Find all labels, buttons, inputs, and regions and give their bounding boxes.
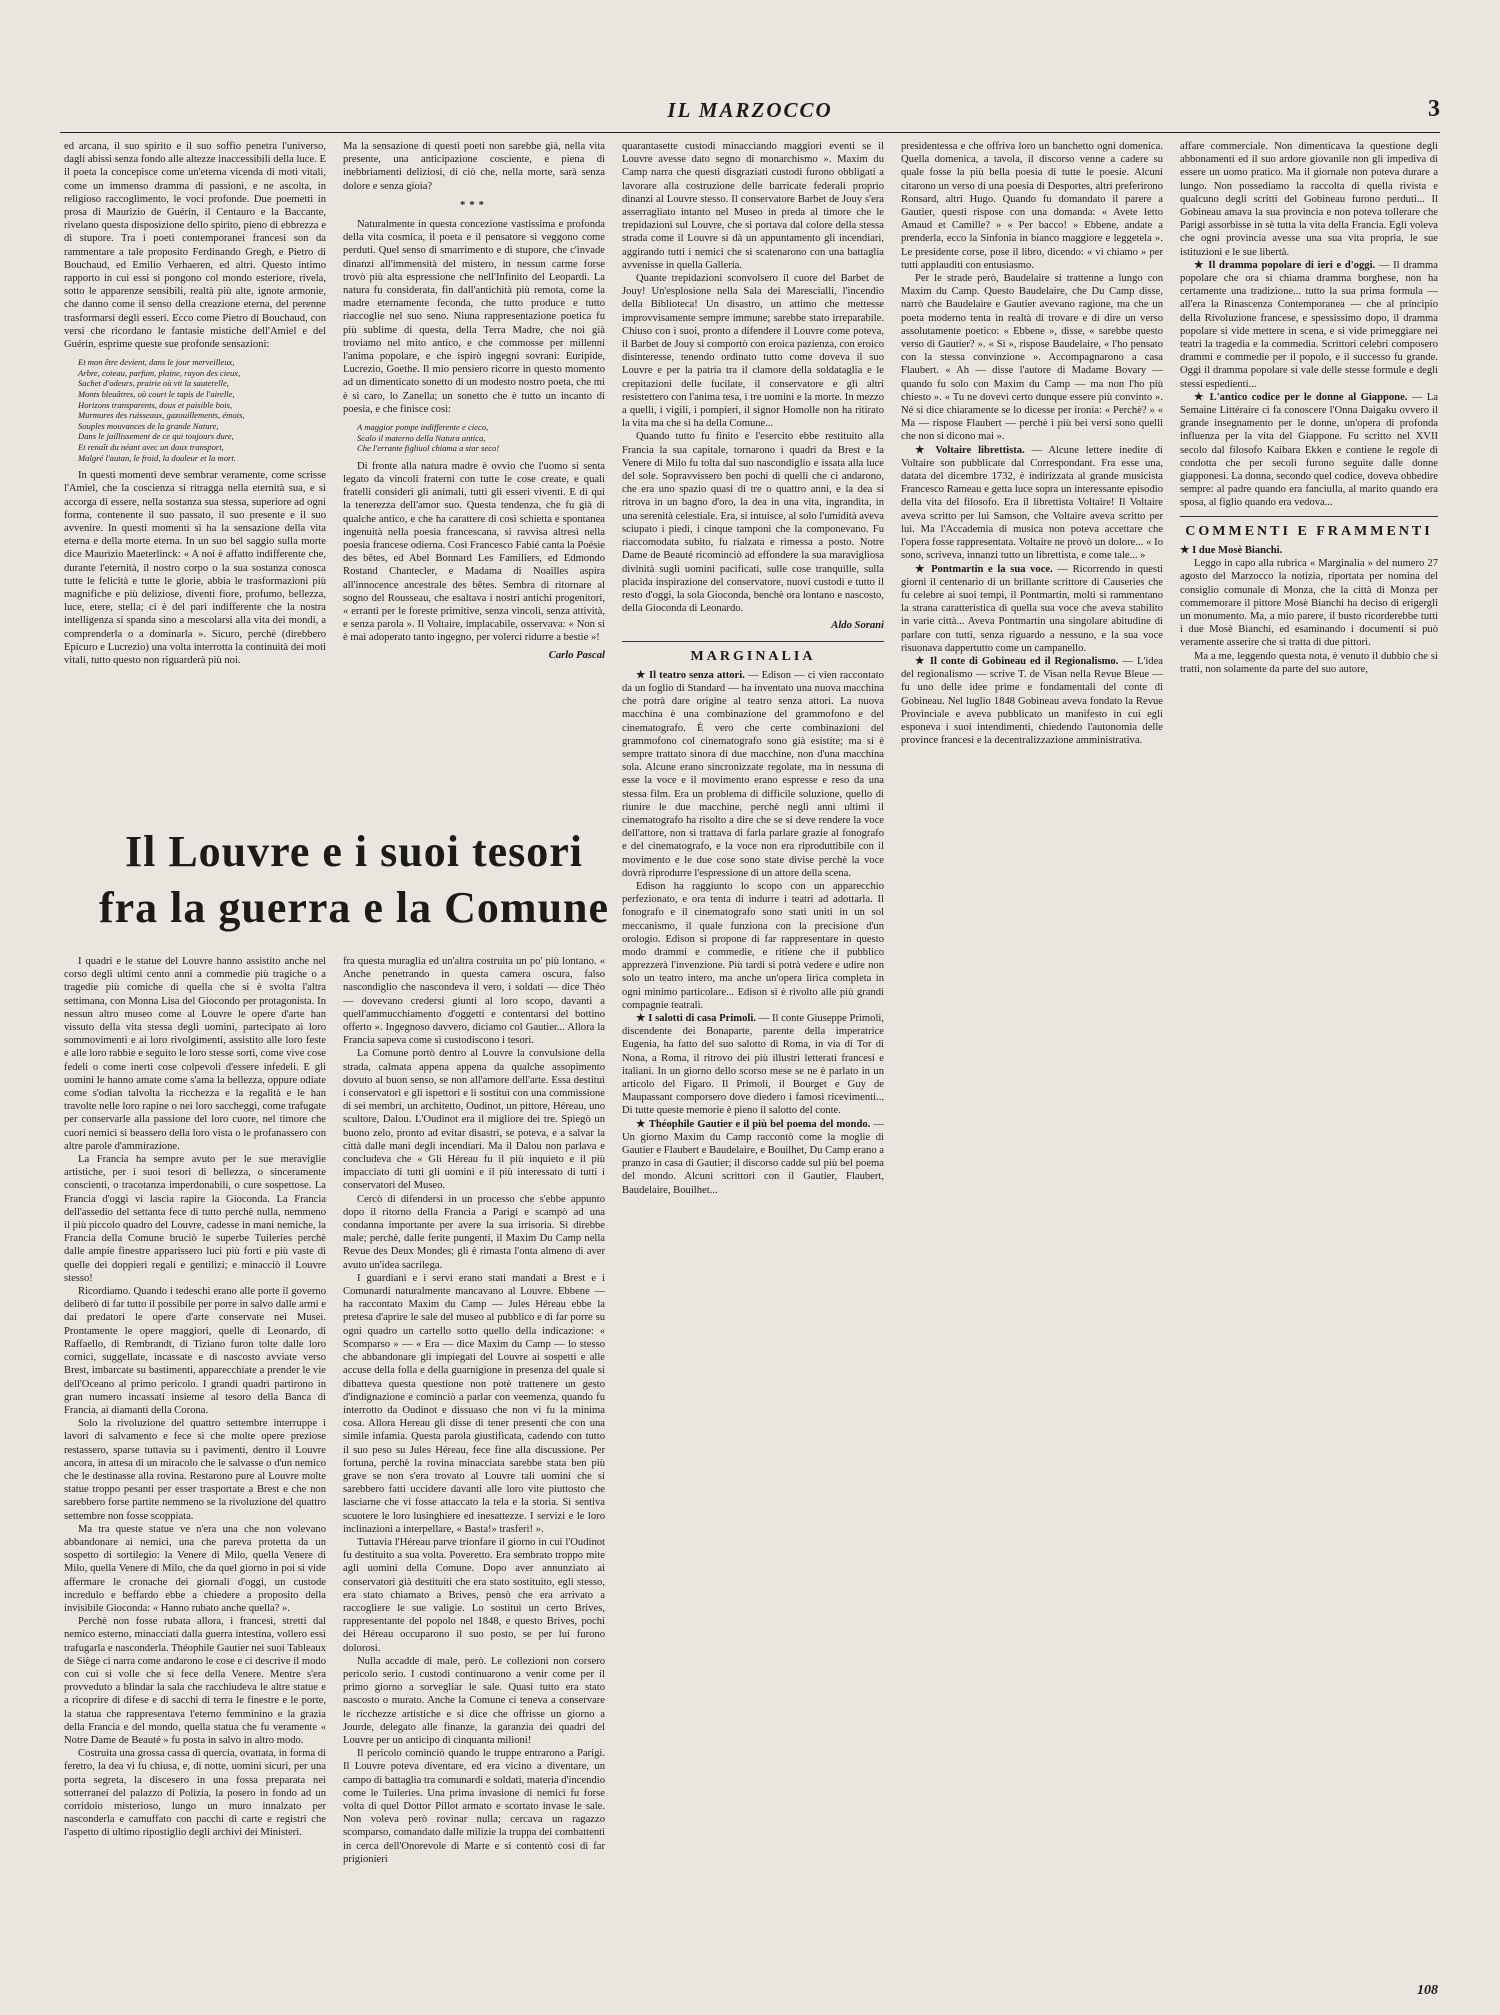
poem-line: Et mon être devient, dans le jour merveilleux, xyxy=(78,357,235,368)
paragraph: Ma tra queste statue ve n'era una che non volevano abbandonare ai nemici, una che pareva protetta da un sospetto di sortilegio: la Venere di Milo, quella Venere di Milo, quella Venere di Milo, che da quel giorno in poi si vide affermare le cronache dei giornali d'oggi, un custode incredulo e beffardo ebbe a chiedere a proposito della invisibile Gioconda: « Hanno rubato anche quella? ». xyxy=(64,1523,326,1614)
headline-line-2: fra la guerra e la Comune xyxy=(98,883,610,932)
masthead xyxy=(60,96,1440,133)
paragraph: Nulla accadde di male, però. Le collezioni non corsero pericolo serio. I custodi continuarono a venir come per il primo giorno a sorvegliar le sale. Quasi tutto era stato nascosto o murato. Anche la Comune ci teneva a conservare le ricchezze artistiche e si dice che offrisse un giorno a Jourde, delegato alle finanze, la garanzia dei quadri del Louvre per un anticipo di cinquanta milioni! xyxy=(343,1655,605,1746)
paragraph: Costruita una grossa cassa di quercia, ovattata, in forma di feretro, la dea vi fu chiusa, e, di notte, uomini sicuri, per una porta segreta, la discesero in una fossa preparata nei sotterranei del palazzo di Polizia, la posero in fondo ad un corridoio misterioso, lungo un muro innalzato per nasconderla e camuffato con pacchi di carte e registri che l'aspetto di ultimo ripostiglio degli archivi dei Ministeri. xyxy=(64,1748,326,1839)
page-footer-mark: 108 xyxy=(1417,1983,1438,1998)
poem-line: Et renaît du néant avec un doux transport, xyxy=(78,442,224,452)
poem-line: Dans le jaillissement de ce qui toujours dure, xyxy=(78,431,234,442)
poem-line: Che l'errante figliuol chiama a star seco! xyxy=(357,443,500,454)
paragraph: quarantasette custodi minacciando maggiori eventi se il Louvre avesse dato segno di monarchismo ». Maxim du Camp narra che questi disgraziati custodi furono obbligati a lavorare alla costruzione delle barricate federali proprio dinanzi al Louvre stesso. Il conservatore Barbet de Jouy s'era asserragliato intanto nel Museo in preda al timore che le trepidazioni sul Louvre, che si portava dal colore della stessa strada come il Louvre si dà un appuntamento gli incendiari, aggirando tutti i nemici che si scatenarono con una battaglia avvenisse in quella Galleria. xyxy=(622,141,884,271)
poem-line: Sachet d'odeurs, prairie où vit la sauterelle, xyxy=(78,378,229,389)
paragraph: Perchè non fosse rubata allora, i francesi, stretti dal nemico esterno, minacciati dalla guerra intestina, vollero essi trafugarla e nasconderla. Théophile Gautier nei suoi Tableaux de Siège ci narra come andarono le cose e ci descrive il modo con cui si volle che si fece della Venere. Mentre s'era provveduto a blindar la sala che racchiudeva le altre statue e a ricoprire di difese e di sacchi di terra le finestre e le porte, la statua che rappresentava l'eterno femminino e la grazia della Francia e del mondo, quella statua che fu veramente « Notre Dame de Beauté » fu posta in salvo in altro modo. xyxy=(64,1616,326,1746)
paragraph: Solo la rivoluzione del quattro settembre interruppe i lavori di salvamento e fece sì che molte opere preziose restassero, sparse tuttavia su i pavimenti, dentro il Louvre ancora, in attesa di un miracolo che le salvasse o d'un nemico che le destinasse alla rovina. Restarono pure al Louvre molte statue troppo pesanti per esser trasportate a Brest e che non sarebbero forse partite nemmeno se la rivoluzione del quattro settembre non fosse scoppiata. xyxy=(64,1418,326,1522)
french-poem xyxy=(78,357,326,463)
item-heading: ★ Voltaire librettista. xyxy=(915,445,1025,456)
item-text: — L'idea del regionalismo — scrive T. de Visan nella Revue Bleue — fu uno delle idee prime e fondamentali del conte di Gobineau. Nel luglio 1848 Gobineau aveva fondato la Revue Provinciale e aveva pubblicato un manifesto in cui egli esponeva i suoi intendimenti, chiedendo l'autonomia delle province francesi e la decentralizzazione amministrativa. xyxy=(901,655,1163,747)
paragraph: Ma a me, leggendo questa nota, è venuto il dubbio che si tratti, non solamente da parte del suo autore, xyxy=(1180,650,1438,675)
column-2-top xyxy=(343,140,605,820)
paragraph: I guardiani e i servi erano stati mandati a Brest e i Comunardi naturalmente mancavano al Louvre. Ebbene — ha raccontato Maxim du Camp — Jules Héreau ebbe la pretesa d'aprire le sale del museo al pubblico e di far porre su ogni quadro un cartello sotto quello della indicazione: « Scomparso » — « Era — dice Maxim du Camp — lo stesso che abbandonare gli impiegati del Louvre ai sospetti e alle accuse della folla e della guarnigione in presenza del quale si dibatteva questa questione non potè trattenere un gesto d'indignazione e cominciò a parlar con veemenza, quando fu interrotto da Oudinot e dissuaso che non vi fu la minima cosa. Allora Hereau gli disse di tener presenti che con una simile infamia. Questa parola giustificata, cadendo con tutto il suo peso su Jules Héreau, fece fine alla discussione. Per fortuna, perchè la rovina minacciata sarebbe stata ben più grave se non s'era trovato al Louvre tali uomini che si sarebbero fatti uccidere davanti alle loro vite piuttosto che lasciarne che vi fosse attaccato la tela e la storia. Si sentiva scuotere le loro lusinghiere ed inesattezze. I servizi e le loro inclinazioni a interpellare, « Basta!» trasferì! ». xyxy=(343,1272,605,1535)
item-heading: ★ Il conte di Gobineau ed il Regionalismo. xyxy=(915,656,1118,667)
article-headline xyxy=(64,824,644,936)
column-4 xyxy=(901,140,1163,1995)
paragraph: ed arcana, il suo spirito e il suo soffio penetra l'universo, dagli abissi senza fondo alle altezze inaccessibili della luce. E il poeta la concepisce come un'eterna vicenda di moti vitali, come un immenso dramma di passioni, e ne ascolta, in religioso raccoglimento, le voci profonde. Due poemetti in prosa di Maurizio de Guérin, il Centauro e la Baccante, rivelano questa disposizione dello spirito, pieno di ebbrezza e di stupore. Tra i poeti contemporanei francesi son da rammentare a tale proposito Ferdinando Gregh, e Pietro di Bouchaud, ed Emilio Verhaeren, ed altri. Questo intimo rapporto in cui essi si pongono col mondo esteriore, rivela, sotto le apparenze sensibili, realtà più alte, ignote armonie, che danno come il senso della creazione eterna, del perenne trasformarsi degli esseri. Ecco come Pietro di Bouchaud, con versi che ricordano le fantasie mistiche dell'Amiel e del Guérin, esprime queste sue profonde sensazioni: xyxy=(64,141,326,351)
poem-line: Arbre, coteau, parfum, plaine, rayon des cieux, xyxy=(78,367,241,378)
divider xyxy=(622,641,884,642)
paragraph: Per le strade però, Baudelaire si trattenne a lungo con Maxim du Camp. Questo Baudelaire, che Du Camp disse, narrò che Baudelaire e Gautier avevano ragione, ma che un poeta moderno tenta in realtà di trovare e di dire un verso assolutamente poetico: « Ebbene », disse, « sarebbe questo verso di Gautier? ». « Sì », rispose Baudelaire, « l'ho pensato con la stessa convinzione ». Accompagnarono a casa Flaubert. « Ah — disse l'autore di Madame Bovary — quando fu solo con Maxim du Camp — ma non l'ho più chiesto ». « Tu ne dovevi certo dunque essere più convinto ». Né si dice chiaramente se lo dicesse per ironia: « Perchè? » « Ma — rispose Flaubert — perchè i più bei versi sono quelli che non si dicono mai ». xyxy=(901,273,1163,443)
poem-line: Monts bleuâtres, où court le tapis de l'airelle, xyxy=(78,389,235,400)
poem-line: A maggior pompe indifferente e cieco, xyxy=(357,422,489,433)
paragraph: Ma la sensazione di questi poeti non sarebbe già, nella vita presente, una anticipazione cosciente, e piena di inebbriamenti deliziosi, di ciò che, nella morte, sarà senza dolore e senza gioia? xyxy=(343,141,605,192)
headline-line-1: Il Louvre e i suoi tesori xyxy=(124,827,584,876)
item-heading: ★ Il dramma popolare di ieri e d'oggi. xyxy=(1194,260,1375,271)
section-title-commenti: COMMENTI E FRAMMENTI xyxy=(1185,523,1433,539)
section-separator: *** xyxy=(460,199,488,211)
poem-line: Murmures des ruisseaux, gazouillements, émois, xyxy=(78,410,245,421)
paragraph: Ricordiamo. Quando i tedeschi erano alle porte il governo deliberò di far tutto il possibile per porre in salvo dalle armi e dai predatori le opere d'arte conservate nei Musei. Prontamente le opere maggiori, quelle di Leonardo, di Raffaello, di Rembrandt, di Tiziano furon tolte dalle loro cornici, suggellate, incassate e di nascosto avviate verso Brest, imbarcate su bastimenti, apparecchiate a prender le vie dell'Oceano al primo pericolo. I grandi quadri partirono in gran numero incassati insieme al tesoro della Banca di Francia, ai diamanti della Corona. xyxy=(64,1286,326,1416)
paragraph: fra questa muraglia ed un'altra costruita un po' più lontano. « Anche penetrando in questa camera oscura, falso nascondiglio che nascondeva il vero, i soldati — dice Théo — dovevano credersi giunti al loro scopo, davanti a quell'ammucchiamento d'oggetti e contentarsi del bottino offerto ». Ingegnoso davvero, diciamo col Gautier... Allora la Francia sapeva come si custodiscono i tesori. xyxy=(343,956,605,1047)
paragraph: Cercò di difendersi in un processo che s'ebbe appunto dopo il ritorno della Francia a Parigi e scampò ad una condanna importante per avere la sua irrisoria. Si direbbe male; perchè, dalle ferite pungenti, il Maxim Du Camp nella Revue des Deux Mondes; gli è rimasta l'onta almeno di aver avuto un'idea sacrilega. xyxy=(343,1193,605,1271)
paragraph: Quante trepidazioni sconvolsero il cuore del Barbet de Jouy! Un'esplosione nella Sala dei Marescialli, l'incendio della Biblioteca! Un disastro, un attimo che mettesse improvvisamente sempre immune; sarebbe stato irreparabile. Chiuso con i suoi, pronto a difendere il Louvre come poteva, il Barbet de Jouy si comportò con eroica pazienza, con eroico disinteresse, tenendo ordinato tutto come doveva il suo Louvre e per la patria tra il clamore della soldataglia e le crepitazioni delle fucilate, il conservatore e gli altri resistettero con l'anima tesa, i tre uomini e la morte. In mezzo a quelli, i vigili, i pompieri, il signor Homolle non ha ritirato la vita ma che si ha della Comune... xyxy=(622,273,884,430)
item-text: — Il dramma popolare che ora si chiama dramma borghese, non ha certamente una tradizione... tutto la sua prima formula — all'era la Rinascenza Contemporanea — che al principio della Rivoluzione francese, e spessissimo dopo, il dramma popolare si vide mettere in scena, e si vide primeggiare nei teatri la tragedia e la commedia. Scrittori celebri composero drammi e commedie per il popolo, e il successo fu grande. Oggi il dramma popolare si vale delle stesse formule e degli stessi espedienti... xyxy=(1180,259,1438,390)
author-signature: Aldo Sorani xyxy=(831,620,884,632)
paragraph: Naturalmente in questa concezione vastissima e profonda della vita cosmica, il poeta e il pensatore si veggono come perduti. Quel senso di smarrimento e di stupore, che c'invade dinanzi all'immensità del mistero, in nessun carme forse trovò più alta espressione che nell'Infinito del Leopardi. La natura fu considerata, fin dall'antichità più remota, come la madre eternamente feconda, che tutto produce e tutto riaccoglie nel suo seno. Niuna rappresentazione poetica fu più sublime di questa, della Terra Madre, che noi già troviamo nel mito antico, e che commosse per millenni l'anima popolare, e che ispirò ingegni sovrani: Euripide, Lucrezio, Goethe. Il mio pensiero ricorre in questo momento ad un dimenticato sonetto di un modesto nostro poeta, che mi è sì caro, lo Zanella; un sonetto che è tutto un incanto di poesia, e che finisce così: xyxy=(343,219,605,415)
paragraph: presidentessa e che offriva loro un banchetto ogni domenica. Quella domenica, a tavola, il discorso venne a cadere su quale fosse la più bella poesia di tutte le poesie. Alcuni citarono un verso di una poesia di Desportes, altri preferirono Ronsard, altri Hugo. Quando fu domandato il parere a Gautier, questi rispose con una domanda: « Avete letto Amaud et Camille? » « Per bacco! » Ebbene, andate a prenderla, ecco la Sinfonia in bianco maggiore e leggetela ». Le presidente corse, pose il libro, dicendo: « vi chiamo » per tutti applauditi con entusiasmo. xyxy=(901,141,1163,271)
item-text: — Alcune lettere inedite di Voltaire son pubblicate dal Correspondant. Fra esse una, datata del dicembre 1732, è indirizzata al grande musicista Francesco Rameau e getta luce sopra un interessante episodio della vita del filosofo. Era il librettista Voltaire! Il Voltaire aveva scritto per lui Samson, che Voltaire aveva scritto per lui. Ma l'Accademia di musica non poteva accettare che l'opera fosse rappresentata. Voltaire ne provò un dolore... « Io sono, scriveva, innanzi tutto un librettista, e come tale... » xyxy=(901,444,1163,562)
item-text: — Un giorno Maxim du Camp raccontò come la moglie di Gautier e Flaubert e Baudelaire, e Bouilhet, Du Camp erano a pranzo in casa di Gautier; il discorso cadde sul più bel poema del mondo. Alcuni scrittori con il Gautier, Flaubert, Baudelaire, Bouilhet... xyxy=(622,1118,884,1196)
paragraph: Il pericolo cominciò quando le truppe entrarono a Parigi. Il Louvre poteva diventare, ed era vicino a diventare, un campo di battaglia tra comunardi e soldati, materia d'incendio come le Tuileries. Una prima invasione di nemici fu forse volta di quel Dottor Pillot armato e scortato invase le sale. Non voleva però rovinar nulla; cercava un ragazzo scomparso, comandato dalle milizie la truppa dei combattenti in cerca dell'Onorevole di Marte e si contentò così di far prigionieri xyxy=(343,1748,605,1865)
item-heading: ★ I due Mosè Bianchi. xyxy=(1180,545,1282,556)
item-heading: ★ L'antico codice per le donne al Giappone. xyxy=(1194,392,1407,403)
item-heading: ★ I salotti di casa Primoli. xyxy=(636,1013,756,1024)
paragraph: In questi momenti deve sembrar veramente, come scrisse l'Amiel, che la coscienza si ritragga nella eternità sua, e si accorga di essere, nella sostanza sua stessa, superiore ad ogni forma, contenente il suo passato, il suo presente e il suo avvenire. In questi momenti si ha la sensazione della vita eterna e della morte eterna. In un suo bel saggio sulla morte dice Maurizio Maeterlinck: « A noi è affatto indifferente che, durante l'eternità, il nostro corpo o la sua sostanza conosca tutte le felicità e tutte le glorie, abbia le trasformazioni più magnifiche e più deliziose, diventi fiore, profumo, bellezza, luce, etere, stella; ci è del pari indifferente che la nostra intelligenza si spanda sino a mescolarsi alla vita dei mondi, a comprenderla o a dominarla ». Sicuro, perchè (direbbero Epicuro e Lucrezio) una volta interrotta la continuità dei moti vitali, tutto questo non riguarderà più noi. xyxy=(64,470,326,667)
paragraph: Edison ha raggiunto lo scopo con un apparecchio perfezionato, e ora tenta di indurre i teatri ad adottarla. Il fonografo e il cinematografo sono stati uniti in un sol meccanismo, il quale funziona con la precisione d'un orologio. Edison si propone di far rappresentare in questo modo drammi e commedie, e ritiene che il pubblico apprezzerà l'invenzione. Più tardi si potrà vedere e udire non solo un teatro intero, ma anche un'opera lirica completa in ogni minimo particolare... Edison si è rivolto alle più grandi compagnie teatrali. xyxy=(622,880,884,1011)
poem-line: Malgré l'autan, le froid, la douleur et la mort. xyxy=(78,452,236,463)
paragraph: affare commerciale. Non dimenticava la questione degli abbonamenti ed il suo ardore giovanile non gli impediva di essere un uomo pratico. Ma il giornale non poteva durare a lungo. Non possediamo la raccolta di quella rivista e qualcuno degli scritti del Gobineau furono perduti... Il Gobineau amava la sua provincia e non poteva tollerare che Parigi assorbisse in sè tutta la vita della Francia. Egli voleva che ogni provincia avesse una sua vita propria, le sue istituzioni e le sue libertà. xyxy=(1180,141,1438,258)
item-heading: ★ Il teatro senza attori. xyxy=(636,670,745,681)
paragraph: La Comune portò dentro al Louvre la convulsione della strada, calmata appena appena da qualche assopimento dovuto al buon senso, se non all'amore dell'arte. Essa destituì i conservatori e gli ispettori e li sostituì con una commissione di sei membri, un architetto, Oudinot, un pittore, Héreau, uno scultore, Dalou. L'Oudinot era il migliore dei tre. Spiegò un buono zelo, pronto ad evitar disastri, se poteva, e a salvar la città dalle mani degli incendiari. Ma il Dalou non parlava e concludeva che « Gli Héreau fu il più inquieto e il più impacciato di tutti gli uomini e il più interessato di tutti i conservatori del Museo. xyxy=(343,1048,605,1192)
section-title-marginalia: MARGINALIA xyxy=(690,648,816,664)
item-text: — Il conte Giuseppe Primoli, discendente dei Bonaparte, parente della imperatrice Eugenia, ha fatto del suo salotto di Roma, in via di Tor di Nona, a Roma, il ritrovo dei più illustri letterati francesi e italiani. In un giorno dello scorso mese se ne è parlato in un articolo del Figaro. Il Primoli, il Bourget e Guy de Maupassant comporsero dove diedero i famosi ricevimenti... Di tutte queste memorie è pieno il salotto del conte. xyxy=(622,1013,884,1117)
poem-line: Horizons transparents, doux et paisible bois, xyxy=(78,399,233,410)
column-2-bottom xyxy=(343,955,605,1995)
column-1-bottom xyxy=(64,955,326,1995)
item-text: — Ricorrendo in questi giorni il centenario di un brillante scrittore di Causeries che fu celebre ai suoi tempi, il Pontmartin, molti si rammentano la strana caratteristica di quella sua voce che aveva stabilito in varie città... Aveva Pontmartin una singolare abitudine di parlare con tutti, senza riguardo a nessuno, e la sua voce risuonava dappertutto come un campanello. xyxy=(901,563,1163,654)
poem-line: Scalo il materno della Natura antica, xyxy=(357,432,486,443)
page-number: 3 xyxy=(1428,96,1440,122)
column-5 xyxy=(1180,140,1438,1995)
newspaper-title: IL MARZOCCO xyxy=(667,98,833,122)
paragraph: La Francia ha sempre avuto per le sue meraviglie artistiche, per i suoi tesori di bellezza, o sinceramente conscienti, o tracotanza imperdonabili, o cure sospettose. La Francia d'oggi vi lascia rapire la Gioconda. La Francia dell'assedio del settanta fece di tutto perchè nulla, nemmeno il più piccolo quadro del Louvre, cadesse in mani nemiche, la Francia della Comune bruciò le superbe Tuileries perchè dalle ampie finestre apparissero luci più forti e più vaste di quelle dei doppieri regali e gentilizi; e minacciò il Louvre stesso! xyxy=(64,1154,326,1284)
paragraph: Quando tutto fu finito e l'esercito ebbe restituito alla Francia la sua capitale, tornarono i quadri da Brest e la Venere di Milo fu tolta dal suo nascondiglio e issata alla luce del sole. Sopravvissero ben pochi di quelli che ci andarono, che era uno spazio quasi di tre o quattro anni, e la dea si ritrova in un bagno d'oro, la dea in una vita, ingrandita, in una serenità celestiale. Era, si intuisce, al solo l'umidità aveva sciupato i piedi, i cinque tamponi che la componevano. Fu riaccomodata subito, fu rialzata e rimessa a posto. Notre Dame de Beauté ricominciò ad effondere la sua maravigliosa divinità sugli uomini pacificati, sulle cose tranquille, sulla placida inspirazione del conservatore, nuovi custodi e tutto il resto d'oggi, la sola Gioconda, benchè ora lontano e nascosto, della Gioconda di Leonardo. xyxy=(622,431,884,615)
paragraph: Leggo in capo alla rubrica « Marginalia » del numero 27 agosto del Marzocco la notizia, riportata per nomina del consiglio comunale di Monza, che la città di Monza per commemorare il pittore Mosè Bianchi ha deciso di erigergli un monumento. Ma, a mio parere, il busto ricorderebbe tutti i due Mosè Bianchi, ed esaminando i documenti si può veramente asserire che si tratta di due pittori. xyxy=(1180,558,1438,649)
divider xyxy=(1180,516,1438,517)
author-signature: Carlo Pascal xyxy=(548,649,605,661)
paragraph: I quadri e le statue del Louvre hanno assistito anche nel corso degli ultimi cento anni a commedie più tragiche o a tragedie più comiche di quella che si è svolta l'altra settimana, con Monna Lisa del Giocondo per protagonista. In nessun altro museo come al Louvre le opere d'arte han vissuto della vita stessa degli uomini, partecipato ai loro sommovimenti e ai loro rivolgimenti, assistito alle loro feste e alle loro rabbie e seguito le loro stesse sorti, come vive cose fedeli o come inerti cose colpevoli d'essere infedeli. E gli uomini le hanno amate come s'ama la bellezza, oppure odiate come s'odian talvolta la ricchezza e la regalità e le han travolte nelle loro rapine o nei loro saccheggi, come trafugate per conservarle alla passione del loro cuore, nel timore che cuori nemici si beassero della loro vista o le profanassero con altre parole d'ammirazione. xyxy=(64,956,326,1152)
italian-poem xyxy=(357,422,605,454)
item-heading: ★ Pontmartin e la sua voce. xyxy=(915,564,1053,575)
paragraph: Di fronte alla natura madre è ovvio che l'uomo si senta legato da vincoli fraterni con tutte le cose create, e quali fratelli consideri gli animali, tutti gli esseri viventi. E di qui la tenerezza dell'amor suo. Questa tendenza, che fu già di qualche antico, e che ha carattere di così schietta e spontanea ingenuità nella poesia francescana, si ravvisa altresì nella poesia francese odierna. Così Francesco Fabié canta la Poésie des bêtes, ed Abel Bonnard Les Familiers, ed Edmondo Rostand Chantecler, e Madama di Noailles aspira all'innocence ancestrale des bêtes. Sembra di ritornare al sogno del Rousseau, che esaltava i nostri antichi progenitori, « erranti per le foreste primitive, senza vincoli, senza attività, e senza parola ». Il Voltaire, implacabile, osservava: « Non si è mai adoperato tanto ingegno, per volerci ridurre a bestie »! xyxy=(343,460,605,644)
item-text: — La Semaine Littéraire ci fa conoscere l'Onna Daigaku ovvero il grande insegnamento per le donne, un'opera di profonda influenza per la vita del Giappone. Fu scritto nel XVII secolo dal filosofo Kaibara Ekken e contiene le regole di condotta che per secoli furono seguite dalle donne giapponesi. La donna, secondo quel codice, doveva obbedire sempre: al padre quando era fanciulla, al marito quando era sposa, al figlio quando era vedova... xyxy=(1180,391,1438,509)
column-1-top xyxy=(64,140,326,820)
poem-line: Souples mouvances de la grande Nature, xyxy=(78,420,219,431)
paragraph: Tuttavia l'Héreau parve trionfare il giorno in cui l'Oudinot fu destituito a sua volta. Poveretto. Era sembrato troppo mite agli uomini della Comune. Dopo aver annunziato ai conservatori già destituiti che era stato sostituito, egli stesso, era stato chiamato a Brives, pensò che era arrivato a raccogliere le sue valigie. Lo sostituì un certo Brives, rappresentante del popolo nel 1848, e questo Brives, pochi dei Héreau occuparono il suo posto, se per lui furono dolorosi. xyxy=(343,1536,605,1654)
item-text: — Edison — ci vien raccontato da un foglio di Standard — ha inventato una nuova macchina che potrà dare origine al teatro senza attori. La nuova macchina è una combinazione del grammofono e del cinematografo. È vero che certe combinazioni del grammofono col cinematografo sono già esistite; ma si è sempre trattato sinora di due macchine, non d'una macchina sola. Alcune erano sincronizzate regolate, ma in nessuna di esse la voce e il movimento erano espresse e reso da una stessa film. Era un problema di difficile soluzione, quello di riunire le due macchine, perchè negli anni ultimi il cinematografo ha risolto a dire che se si deve rendere la voce dell'attore, non si trattava di farla parlare grazie al fonografo e del cinematografo, e la voce non era riproduttibile con il movimento e le due cose sono state divise perchè la voce dovrà riprodurre l'espressione di un attore della scena. xyxy=(622,669,884,879)
column-3 xyxy=(622,140,884,1995)
item-heading: ★ Théophile Gautier e il più bel poema del mondo. xyxy=(636,1119,870,1130)
